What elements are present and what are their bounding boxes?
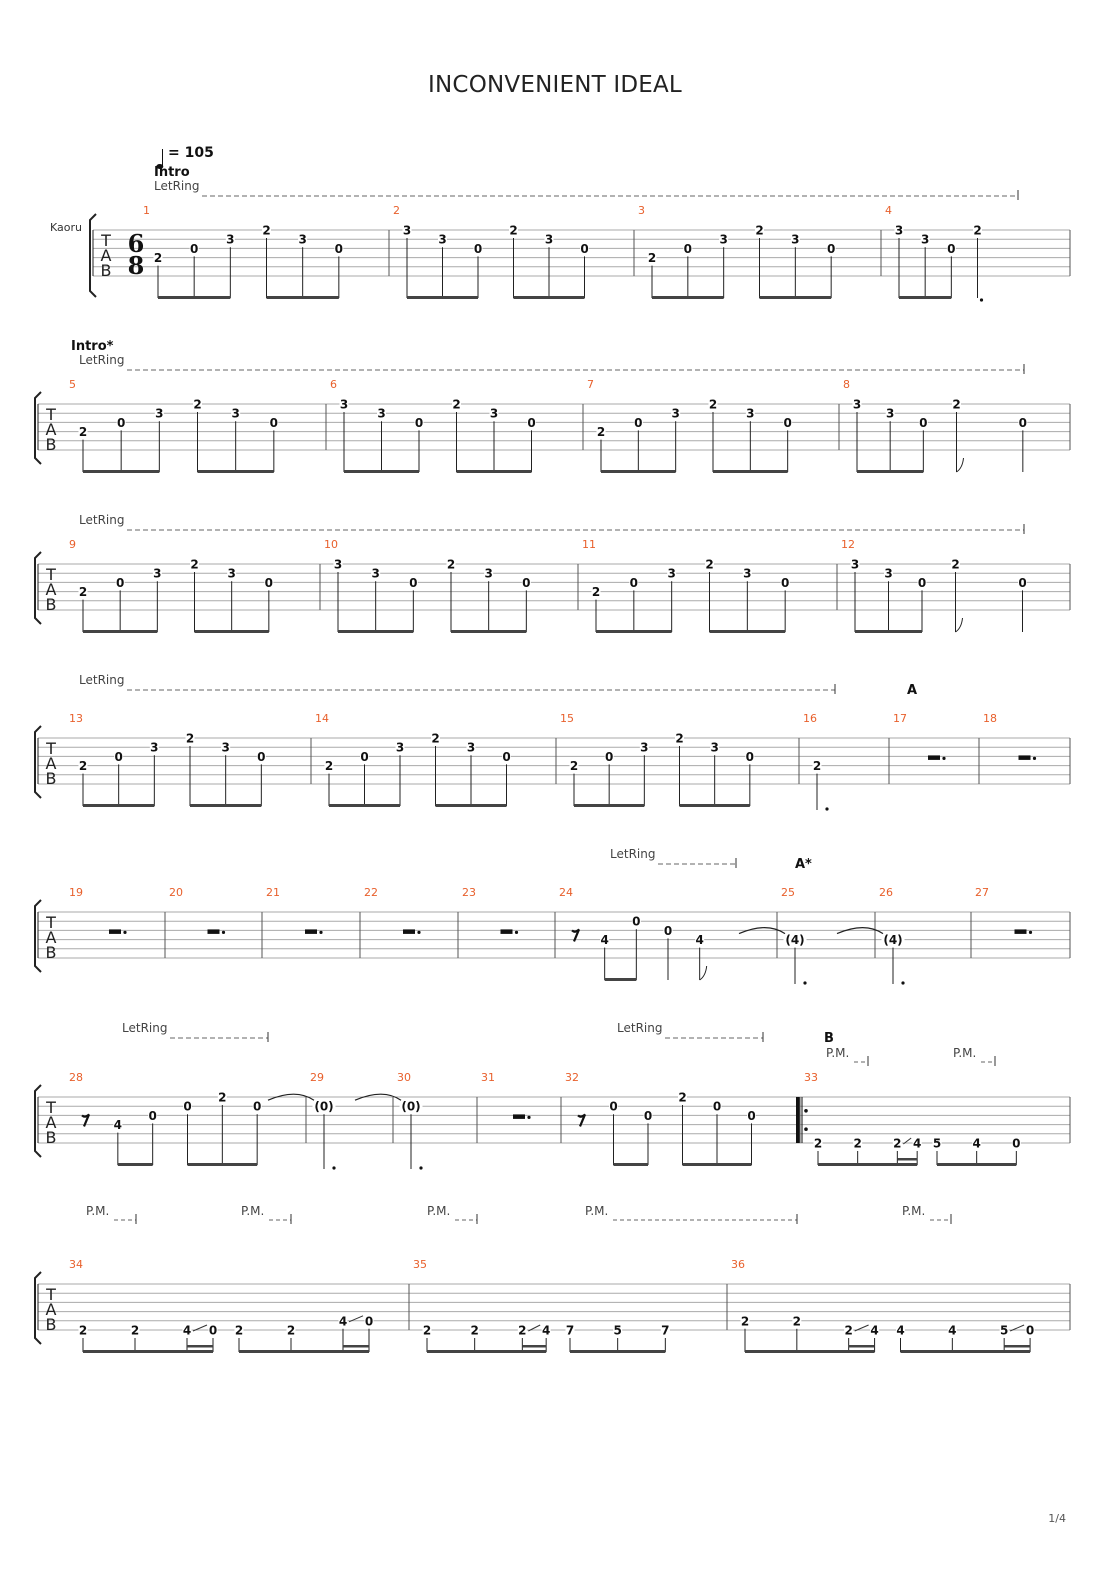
fret-number: 5: [999, 1323, 1009, 1338]
dotted-half-dot: [803, 981, 806, 984]
fret-number: 5: [613, 1323, 622, 1338]
fret-number: 3: [746, 406, 755, 421]
beam: [652, 296, 724, 299]
rest-dot: [222, 931, 225, 934]
beam: [198, 470, 274, 473]
fret-number: 4: [541, 1323, 551, 1338]
beam: [683, 1163, 752, 1166]
fret-number: 2: [185, 731, 195, 746]
whole-rest-icon: [109, 929, 121, 934]
effect-label: LetRing: [154, 179, 200, 193]
note-flag: [700, 966, 707, 980]
repeat-start-thick-bar: [796, 1097, 800, 1143]
beam: [118, 1163, 153, 1166]
fret-number: 2: [813, 1136, 823, 1151]
fret-number: 2: [812, 759, 822, 774]
fret-number: 0: [683, 241, 693, 256]
fret-number: 0: [712, 1099, 722, 1114]
note-flag: [956, 618, 963, 632]
fret-number: 0: [1025, 1323, 1035, 1338]
fret-number: 0: [183, 1099, 192, 1114]
palm-mute-label: P.M.: [427, 1204, 451, 1218]
fret-number: 2: [853, 1136, 862, 1151]
fret-number: 7: [565, 1323, 575, 1338]
measure-number: 15: [560, 712, 574, 725]
fret-number: 3: [155, 406, 164, 421]
fret-number: 2: [596, 425, 606, 440]
fret-number: 2: [509, 223, 518, 238]
fret-number: 2: [324, 759, 334, 774]
fret-number: 0: [629, 575, 639, 590]
beam: [427, 1350, 546, 1353]
tab-clef-letter: A: [45, 1113, 57, 1132]
fret-number: 2: [130, 1323, 140, 1338]
measure-number: 28: [69, 1071, 83, 1084]
effect-label: LetRing: [610, 847, 656, 861]
fret-number: 0: [502, 749, 511, 764]
beam: [614, 1163, 649, 1166]
fret-number: 3: [221, 740, 230, 755]
tab-clef-letter: T: [46, 405, 56, 424]
effect-label: LetRing: [79, 673, 125, 687]
fret-number: 2: [569, 759, 579, 774]
fret-number: 2: [262, 223, 271, 238]
fret-number: 0: [783, 415, 792, 430]
rest-dot: [1029, 931, 1032, 934]
beam: [680, 804, 750, 807]
rest-dot: [417, 931, 420, 934]
fret-number: 2: [190, 557, 199, 572]
tab-clef-letter: T: [46, 739, 56, 758]
fret-number: 0: [115, 575, 125, 590]
beam: [713, 470, 788, 473]
fret-number: 3: [402, 223, 412, 238]
time-signature-bottom: 8: [127, 251, 145, 280]
beam: [745, 1350, 875, 1353]
fret-number: 3: [743, 566, 752, 581]
fret-number: 4: [912, 1136, 922, 1151]
fret-number: 3: [544, 232, 554, 247]
fret-number: 0: [264, 575, 274, 590]
fret-number: 0: [208, 1323, 218, 1338]
measure-number: 9: [69, 538, 76, 551]
beam: [601, 470, 676, 473]
fret-number: 3: [885, 406, 895, 421]
fret-number: 2: [286, 1323, 296, 1338]
tab-clef-letter: B: [45, 595, 57, 614]
fret-number: 3: [371, 566, 380, 581]
whole-rest-icon: [928, 755, 940, 760]
beam: [239, 1350, 369, 1353]
fret-number: 4: [972, 1136, 981, 1151]
beam: [83, 1350, 213, 1353]
beam: [158, 296, 230, 299]
sixteenth-beam: [1004, 1345, 1030, 1348]
section-marker: Intro: [154, 165, 190, 180]
fret-number: 2: [78, 1323, 88, 1338]
fret-number: 3: [227, 566, 236, 581]
measure-number: 8: [843, 378, 850, 391]
fret-number: 2: [952, 397, 961, 412]
rest-dot: [515, 931, 518, 934]
measure-number: 25: [781, 886, 795, 899]
fret-number: (0): [314, 1099, 334, 1114]
sixteenth-beam: [897, 1158, 917, 1161]
beam: [937, 1163, 1016, 1166]
fret-number: 0: [1012, 1136, 1021, 1151]
measure-number: 29: [310, 1071, 324, 1084]
fret-number: 2: [452, 397, 461, 412]
whole-rest-icon: [208, 929, 220, 934]
dotted-half-dot: [901, 981, 904, 984]
song-title: INCONVENIENT IDEAL: [428, 72, 682, 98]
fret-number: 0: [604, 749, 614, 764]
beam: [710, 630, 786, 633]
measure-number: 30: [397, 1071, 411, 1084]
fret-number: 0: [116, 415, 126, 430]
fret-number: 0: [522, 575, 531, 590]
tab-clef-letter: A: [45, 754, 57, 773]
beam: [407, 296, 478, 299]
fret-number: 0: [919, 415, 928, 430]
beam: [451, 630, 526, 633]
beam: [457, 470, 532, 473]
palm-mute-label: P.M.: [953, 1046, 977, 1060]
fret-number: 5: [932, 1136, 942, 1151]
fret-number: 2: [431, 731, 440, 746]
fret-number: 0: [360, 749, 369, 764]
beam: [574, 804, 644, 807]
measure-number: 13: [69, 712, 83, 725]
effect-label: LetRing: [122, 1021, 168, 1035]
fret-number: 0: [189, 241, 199, 256]
measure-number: 21: [266, 886, 280, 899]
tab-clef-letter: A: [45, 928, 57, 947]
fret-number: 3: [719, 232, 728, 247]
fret-number: 0: [826, 241, 836, 256]
rest-dot: [123, 931, 126, 934]
fret-number: 3: [884, 566, 893, 581]
fret-number: 3: [395, 740, 405, 755]
fret-number: 2: [78, 585, 88, 600]
fret-number: 3: [710, 740, 719, 755]
fret-number: 0: [663, 923, 673, 938]
beam: [855, 630, 922, 633]
fret-number: 3: [484, 566, 493, 581]
section-marker: Intro*: [71, 339, 114, 354]
tab-clef-letter: A: [45, 1300, 57, 1319]
tab-clef-letter: B: [45, 943, 57, 962]
fret-number: 3: [153, 566, 162, 581]
fret-number: 2: [647, 251, 657, 266]
fret-number: 0: [632, 914, 641, 929]
tab-clef-letter: A: [100, 246, 112, 265]
tab-clef-letter: T: [46, 565, 56, 584]
repeat-dot: [804, 1127, 808, 1131]
beam: [188, 1163, 258, 1166]
fret-number: 2: [234, 1323, 244, 1338]
measure-number: 11: [582, 538, 596, 551]
fret-number: 0: [747, 1108, 756, 1123]
beam: [760, 296, 832, 299]
beam: [570, 1350, 665, 1353]
fret-number: 0: [745, 749, 755, 764]
tab-clef-letter: A: [45, 580, 57, 599]
effect-label: LetRing: [79, 353, 125, 367]
fret-number: 3: [226, 232, 235, 247]
fret-number: 3: [671, 406, 680, 421]
fret-number: 0: [148, 1108, 157, 1123]
fret-number: 0: [114, 749, 123, 764]
fret-number: 3: [333, 557, 343, 572]
beam: [329, 804, 400, 807]
tab-clef-letter: A: [45, 420, 57, 439]
tab-clef-letter: B: [100, 261, 112, 280]
repeat-dot: [804, 1109, 808, 1113]
fret-number: 4: [695, 933, 704, 948]
measure-number: 16: [803, 712, 817, 725]
time-signature-top: 6: [127, 229, 145, 258]
fret-number: 3: [298, 232, 307, 247]
fret-number: 2: [422, 1323, 432, 1338]
fret-number: 2: [792, 1314, 802, 1329]
fret-number: 3: [150, 740, 159, 755]
measure-number: 20: [169, 886, 183, 899]
fret-number: 3: [852, 397, 862, 412]
measure-number: 1: [143, 204, 150, 217]
measure-number: 34: [69, 1258, 83, 1271]
sixteenth-beam: [522, 1345, 546, 1348]
fret-number: 0: [947, 241, 956, 256]
fret-number: 0: [609, 1099, 618, 1114]
fret-number: 0: [917, 575, 927, 590]
tab-clef-letter: B: [45, 1315, 57, 1334]
tab-clef-letter: T: [46, 1098, 56, 1117]
fret-number: 2: [705, 557, 714, 572]
beam: [436, 804, 507, 807]
palm-mute-label: P.M.: [241, 1204, 265, 1218]
fret-number: 7: [661, 1323, 670, 1338]
fret-number: 2: [740, 1314, 750, 1329]
palm-mute-label: P.M.: [902, 1204, 926, 1218]
fret-number: 2: [893, 1136, 902, 1151]
tab-clef-letter: B: [45, 769, 57, 788]
fret-number: 2: [755, 223, 764, 238]
fret-number: (4): [785, 933, 805, 948]
fret-number: 3: [466, 740, 476, 755]
measure-number: 12: [841, 538, 855, 551]
rest-dot: [942, 757, 945, 760]
palm-mute-label: P.M.: [826, 1046, 850, 1060]
dotted-half-dot: [825, 807, 828, 810]
whole-rest-icon: [403, 929, 415, 934]
fret-number: 0: [1018, 415, 1028, 430]
beam: [514, 296, 585, 299]
fret-number: 2: [446, 557, 456, 572]
fret-number: 0: [414, 415, 424, 430]
fret-number: 0: [580, 241, 589, 256]
fret-number: 2: [218, 1090, 227, 1105]
section-marker: A: [907, 683, 918, 698]
fret-number: 0: [634, 415, 643, 430]
page-number: 1/4: [1048, 1512, 1066, 1525]
fret-number: 4: [948, 1323, 957, 1338]
fret-number: 3: [489, 406, 499, 421]
fret-number: 2: [844, 1323, 853, 1338]
fret-number: 0: [334, 241, 344, 256]
measure-number: 31: [481, 1071, 495, 1084]
fret-number: 2: [591, 585, 601, 600]
measure-number: 19: [69, 886, 83, 899]
measure-number: 10: [324, 538, 338, 551]
effect-label: LetRing: [617, 1021, 663, 1035]
tab-clef-letter: T: [46, 1285, 56, 1304]
track-name: Kaoru: [50, 221, 82, 234]
measure-number: 32: [565, 1071, 579, 1084]
whole-rest-icon: [305, 929, 317, 934]
tab-clef-letter: B: [45, 435, 57, 454]
beam: [190, 804, 261, 807]
section-marker: A*: [795, 857, 812, 872]
fret-number: 0: [252, 1099, 262, 1114]
fret-number: (0): [401, 1099, 421, 1114]
tempo-marking: = 105: [168, 145, 214, 161]
fret-number: 4: [338, 1314, 348, 1329]
measure-number: 36: [731, 1258, 745, 1271]
effect-label: LetRing: [79, 513, 125, 527]
fret-number: 3: [377, 406, 386, 421]
beam: [901, 1350, 1031, 1353]
fret-number: 4: [182, 1323, 192, 1338]
fret-number: 3: [791, 232, 800, 247]
fret-number: 0: [269, 415, 279, 430]
whole-rest-icon: [1015, 929, 1027, 934]
fret-number: 3: [920, 232, 930, 247]
whole-rest-icon: [513, 1114, 525, 1119]
section-marker: B: [824, 1031, 834, 1046]
rest-dot: [319, 931, 322, 934]
beam: [83, 630, 157, 633]
fret-number: 4: [870, 1323, 879, 1338]
beam: [83, 804, 154, 807]
dotted-half-dot: [332, 1166, 335, 1169]
measure-number: 24: [559, 886, 573, 899]
beam: [195, 630, 269, 633]
fret-number: 0: [1018, 575, 1027, 590]
beam: [83, 470, 159, 473]
measure-number: 3: [638, 204, 645, 217]
fret-number: 0: [409, 575, 418, 590]
rest-dot: [1033, 757, 1036, 760]
fret-number: 3: [339, 397, 349, 412]
fret-number: 4: [113, 1118, 123, 1133]
sixteenth-beam: [343, 1345, 369, 1348]
fret-number: 4: [600, 933, 609, 948]
fret-number: 2: [951, 557, 960, 572]
fret-number: 3: [667, 566, 676, 581]
fret-number: (4): [883, 933, 903, 948]
fret-number: 2: [78, 759, 88, 774]
fret-number: 2: [470, 1323, 479, 1338]
fret-number: 3: [438, 232, 447, 247]
measure-number: 35: [413, 1258, 427, 1271]
fret-number: 2: [78, 425, 88, 440]
measure-number: 26: [879, 886, 893, 899]
fret-number: 2: [518, 1323, 527, 1338]
measure-number: 7: [587, 378, 594, 391]
measure-number: 4: [885, 204, 892, 217]
beam: [818, 1163, 917, 1166]
measure-number: 17: [893, 712, 907, 725]
palm-mute-label: P.M.: [86, 1204, 110, 1218]
fret-number: 2: [708, 397, 718, 412]
note-flag: [957, 458, 964, 472]
measure-number: 22: [364, 886, 378, 899]
fret-number: 2: [675, 731, 684, 746]
whole-rest-icon: [501, 929, 513, 934]
whole-rest-icon: [1019, 755, 1031, 760]
beam: [338, 630, 413, 633]
dotted-half-dot: [419, 1166, 422, 1169]
palm-mute-label: P.M.: [585, 1204, 609, 1218]
measure-number: 2: [393, 204, 400, 217]
beam: [267, 296, 339, 299]
fret-number: 3: [231, 406, 240, 421]
fret-number: 0: [364, 1314, 374, 1329]
beam: [344, 470, 419, 473]
measure-number: 18: [983, 712, 997, 725]
measure-number: 23: [462, 886, 476, 899]
fret-number: 0: [473, 241, 483, 256]
beam: [605, 978, 637, 981]
sixteenth-beam: [849, 1345, 875, 1348]
tab-clef-letter: T: [46, 913, 56, 932]
beam: [596, 630, 672, 633]
fret-number: 2: [678, 1090, 687, 1105]
tab-clef-letter: T: [101, 231, 111, 250]
fret-number: 2: [973, 223, 982, 238]
fret-number: 2: [193, 397, 202, 412]
measure-number: 33: [804, 1071, 818, 1084]
fret-number: 3: [850, 557, 860, 572]
fret-number: 3: [640, 740, 649, 755]
measure-number: 6: [330, 378, 337, 391]
beam: [857, 470, 923, 473]
fret-number: 3: [894, 223, 904, 238]
fret-number: 0: [257, 749, 266, 764]
tab-clef-letter: B: [45, 1128, 57, 1147]
dotted-quarter-dot: [980, 298, 983, 301]
sixteenth-beam: [187, 1345, 213, 1348]
beam: [899, 296, 951, 299]
fret-number: 0: [527, 415, 536, 430]
measure-number: 5: [69, 378, 76, 391]
measure-number: 27: [975, 886, 989, 899]
measure-number: 14: [315, 712, 329, 725]
fret-number: 0: [780, 575, 790, 590]
fret-number: 4: [896, 1323, 905, 1338]
fret-number: 0: [643, 1108, 653, 1123]
rest-dot: [527, 1116, 530, 1119]
fret-number: 2: [153, 251, 163, 266]
